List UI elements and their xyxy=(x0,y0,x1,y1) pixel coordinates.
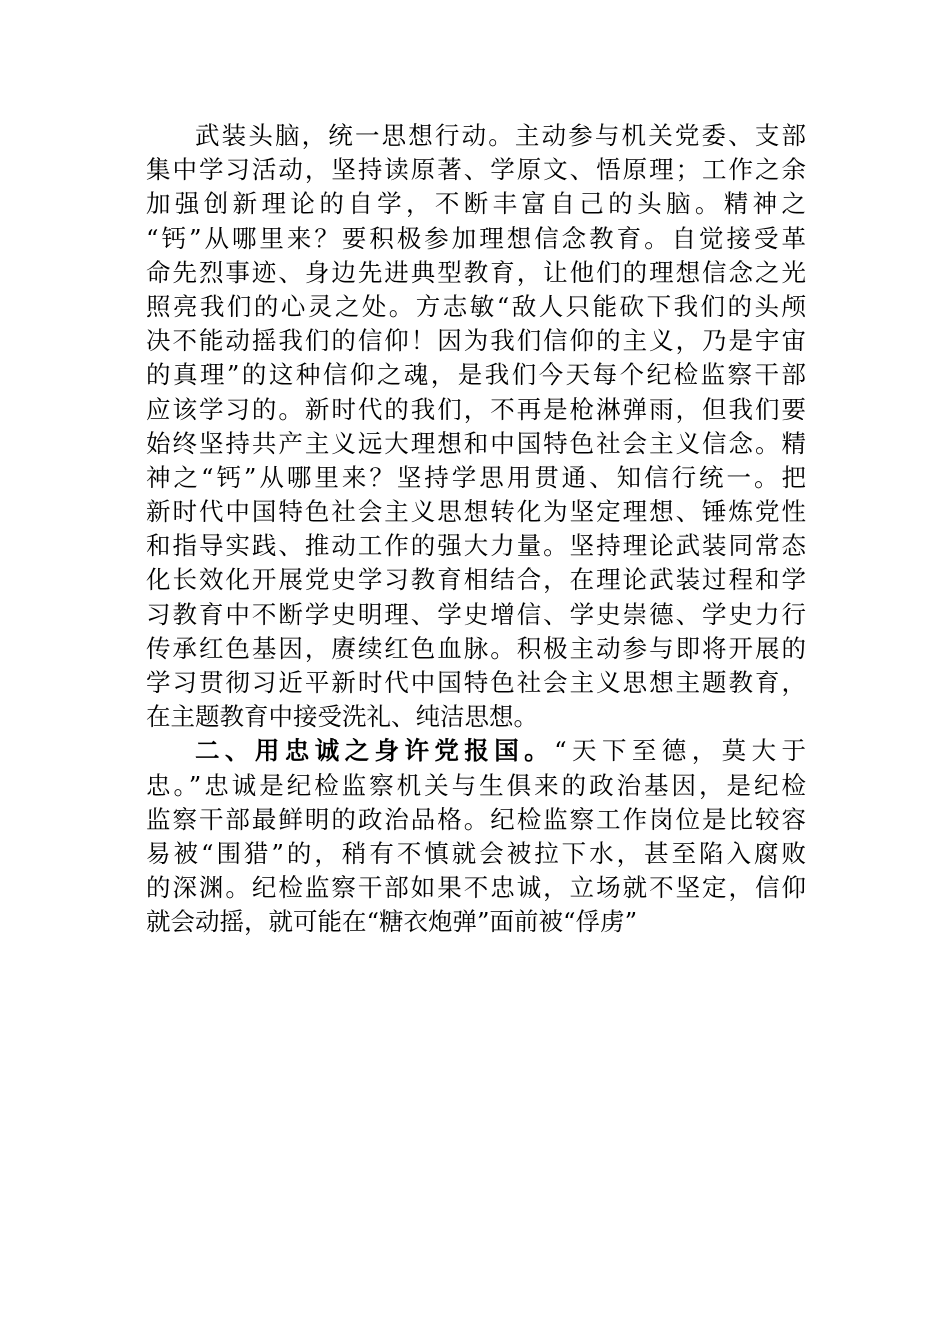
paragraph-1 xyxy=(146,119,806,734)
text-line: 监察干部最鲜明的政治品格。纪检监察工作岗位是比较容 xyxy=(146,804,806,834)
text-line: 加强创新理论的自学，不断丰富自己的头脑。精神之 xyxy=(146,189,806,219)
text-line: 的深渊。纪检监察干部如果不忠诚，立场就不坚定，信仰 xyxy=(146,873,806,903)
paragraph-2 xyxy=(146,734,806,939)
text-line: 化长效化开展党史学习教育相结合，在理论武装过程和学 xyxy=(146,565,806,595)
text-line: 神之“钙”从哪里来？坚持学思用贯通、知信行统一。把 xyxy=(146,462,806,492)
text-line: 就会动摇，就可能在“糖衣炮弹”面前被“俘虏” xyxy=(146,907,638,937)
text-line: 决不能动摇我们的信仰！因为我们信仰的主义，乃是宇宙 xyxy=(146,326,806,356)
text-line: “钙”从哪里来？要积极参加理想信念教育。自觉接受革 xyxy=(146,223,806,253)
text-line: 易被“围猎”的，稍有不慎就会被拉下水，甚至陷入腐败 xyxy=(146,838,806,868)
text-line: 应该学习的。新时代的我们，不再是枪淋弹雨，但我们要 xyxy=(146,394,806,424)
section-heading: 二、用忠诚之身许党报国。 xyxy=(195,736,555,766)
paragraph-2-first-line xyxy=(146,734,806,768)
text-line: 在主题教育中接受洗礼、纯洁思想。 xyxy=(146,702,538,732)
text-line: 传承红色基因，赓续红色血脉。积极主动参与即将开展的 xyxy=(146,633,806,663)
document-body xyxy=(146,119,806,940)
text-line: 武装头脑，统一思想行动。主动参与机关党委、支部 xyxy=(195,121,806,150)
text-line: 和指导实践、推动工作的强大力量。坚持理论武装同常态 xyxy=(146,531,806,561)
text-line: 命先烈事迹、身边先进典型教育，让他们的理想信念之光 xyxy=(146,257,806,287)
text-line: 的真理”的这种信仰之魂，是我们今天每个纪检监察干部 xyxy=(146,360,806,390)
text-line: 新时代中国特色社会主义思想转化为坚定理想、锤炼党性 xyxy=(146,497,806,527)
text-line: 习教育中不断学史明理、学史增信、学史崇德、学史力行 xyxy=(146,599,806,629)
text-line: 忠。”忠诚是纪检监察机关与生俱来的政治基因，是纪检 xyxy=(146,770,806,800)
text-run: “天下至德，莫大于 xyxy=(554,736,807,766)
text-line: 照亮我们的心灵之处。方志敏“敌人只能砍下我们的头颅 xyxy=(146,291,806,321)
text-line: 始终坚持共产主义远大理想和中国特色社会主义信念。精 xyxy=(146,428,806,458)
text-line: 集中学习活动，坚持读原著、学原文、悟原理；工作之余 xyxy=(146,155,806,185)
text-line: 学习贯彻习近平新时代中国特色社会主义思想主题教育， xyxy=(146,668,806,697)
